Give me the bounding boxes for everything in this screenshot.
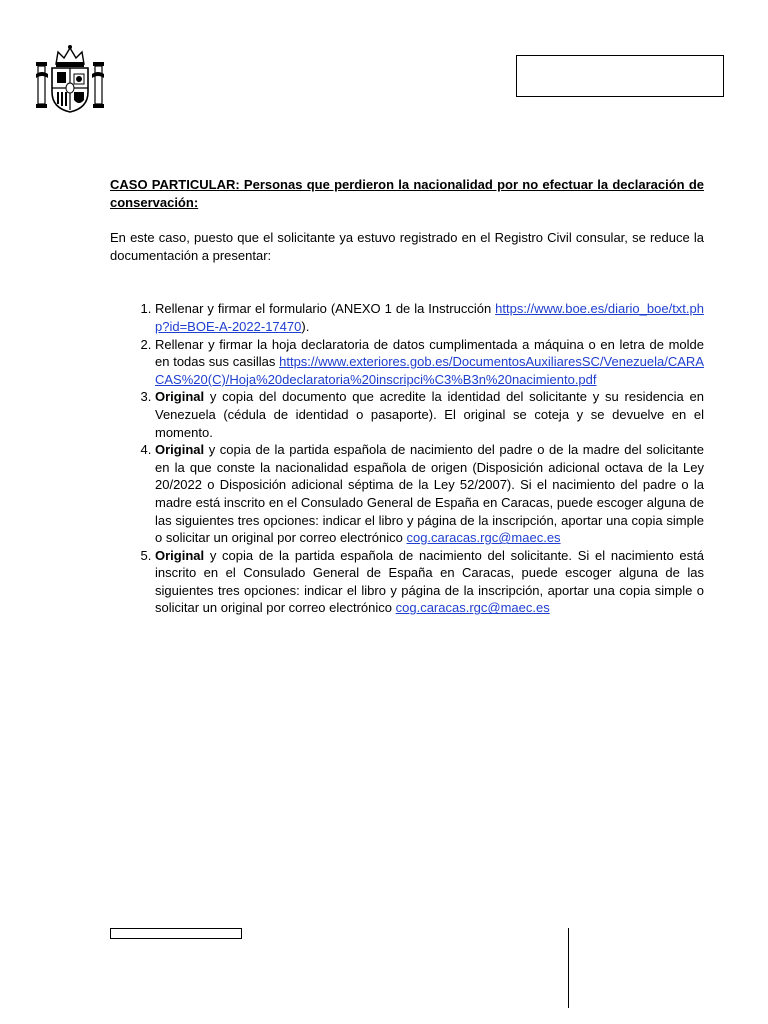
item-text: y copia de la partida española de nacimiento del padre o de la madre del solicitante en la que conste la nacionalidad española de origen (Disposición adicional octava de la Ley 20/2022 o Disposición adicional séptima de la Ley 52/2007). Si el nacimiento del padre o la madre está inscrito en el Consulado General de España en Caracas, puede escoger alguna de las siguientes tres opciones: indicar el libro y página de la inscripción, aportar una copia simple o solicitar un original por correo electrónico	[155, 442, 704, 546]
item-bold: Original	[155, 547, 205, 563]
section-heading: CASO PARTICULAR: Personas que perdieron la nacionalidad por no efectuar la declaración de conservación:	[110, 177, 704, 210]
item-bold: Original	[155, 389, 205, 405]
footer-divider	[568, 928, 569, 1008]
spain-coat-of-arms-icon	[34, 44, 106, 114]
item-text: y copia de la partida española de nacimiento del solicitante. Si el nacimiento está inscrito en el Consulado General de España en Caracas, puede escoger alguna de las siguientes tres opciones: indicar el libro y página de la inscripción, aportar una copia simple o solicitar un original por correo electrónico	[155, 547, 704, 616]
item-text: Rellenar y firmar la hoja declaratoria de datos cumplimentada a máquina o en letra de molde en todas sus casillas	[155, 336, 704, 370]
list-item	[155, 336, 704, 389]
email-link[interactable]: cog.caracas.rgc@maec.es	[395, 600, 550, 616]
declaration-form-link[interactable]: https://www.exteriores.gob.es/DocumentosAuxiliaresSC/Venezuela/CARACAS%20(C)/Hoja%20declaratoria%20inscripci%C3%B3n%20nacimiento.pdf	[155, 354, 704, 387]
reference-box	[516, 55, 724, 97]
requirements-list	[110, 300, 704, 617]
document-body	[110, 176, 704, 617]
item-text: y copia del documento que acredite la identidad del solicitante y su residencia en Venezuela (cédula de identidad o pasaporte). El original se coteja y se devuelve en el momento.	[155, 389, 704, 440]
list-item	[155, 388, 704, 441]
footer-box	[110, 928, 242, 939]
list-item	[155, 441, 704, 547]
item-text: Rellenar y firmar el formulario (ANEXO 1 de la Instrucción	[155, 301, 496, 317]
boe-link[interactable]: https://www.boe.es/diario_boe/txt.php?id=BOE-A-2022-17470	[155, 301, 704, 334]
item-text: ).	[301, 318, 310, 334]
item-bold: Original	[155, 442, 205, 458]
email-link[interactable]: cog.caracas.rgc@maec.es	[406, 530, 561, 546]
intro-paragraph: En este caso, puesto que el solicitante ya estuvo registrado en el Registro Civil consular, se reduce la documentación a presentar:	[110, 230, 704, 263]
list-item	[155, 547, 704, 617]
list-item	[155, 300, 704, 335]
